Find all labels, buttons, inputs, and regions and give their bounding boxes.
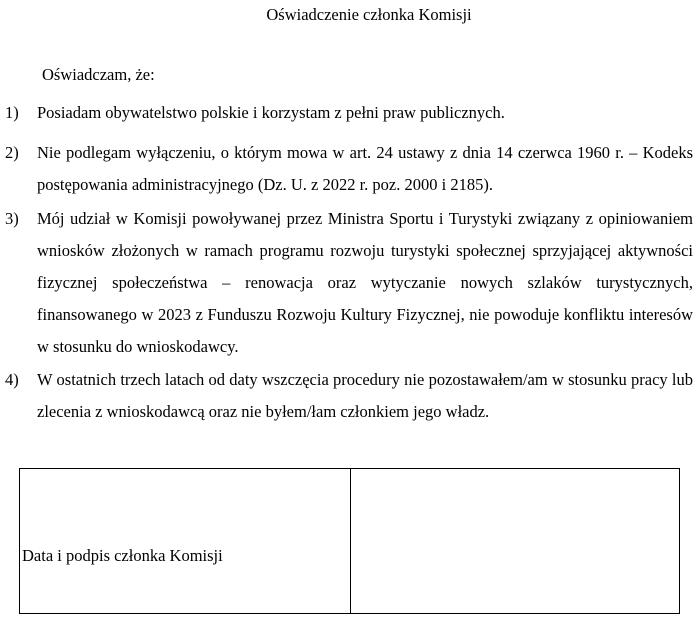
statement-text: W ostatnich trzech latach od daty wszczęcia procedury nie pozostawałem/am w stosunku pracy lub zlecenia z wnioskodawcą oraz nie byłem/łam członkiem jego władz. <box>37 370 693 421</box>
statement-text: Posiadam obywatelstwo polskie i korzystam z pełni praw publicznych. <box>37 103 505 122</box>
signature-table <box>19 468 680 614</box>
statement-text: Nie podlegam wyłączeniu, o którym mowa w art. 24 ustawy z dnia 14 czerwca 1960 r. – Kodeks postępowania administracyjnego (Dz. U. z 2022 r. poz. 2000 i 2185). <box>37 143 693 194</box>
signature-label: Data i podpis członka Komisji <box>22 546 223 565</box>
statement-number: 3) <box>5 209 19 228</box>
statement-text: Mój udział w Komisji powoływanej przez Ministra Sportu i Turystyki związany z opiniowaniem wniosków złożonych w ramach programu rozwoju turystyki społecznej sprzyjającej aktywności fizycznej społeczeństwa – renowacja oraz wytyczanie nowych szlaków turystycznych, finansowanego w 2023 z Funduszu Rozwoju Kultury Fizycznej, nie powoduje konfliktu interesów w stosunku do wnioskodawcy. <box>37 209 693 356</box>
intro-text: Oświadczam, że: <box>42 65 155 84</box>
signature-field[interactable] <box>351 469 679 613</box>
document-title: Oświadczenie członka Komisji <box>266 5 472 24</box>
statement-number: 1) <box>5 103 19 122</box>
statement-number: 4) <box>5 370 19 389</box>
statement-number: 2) <box>5 143 19 162</box>
